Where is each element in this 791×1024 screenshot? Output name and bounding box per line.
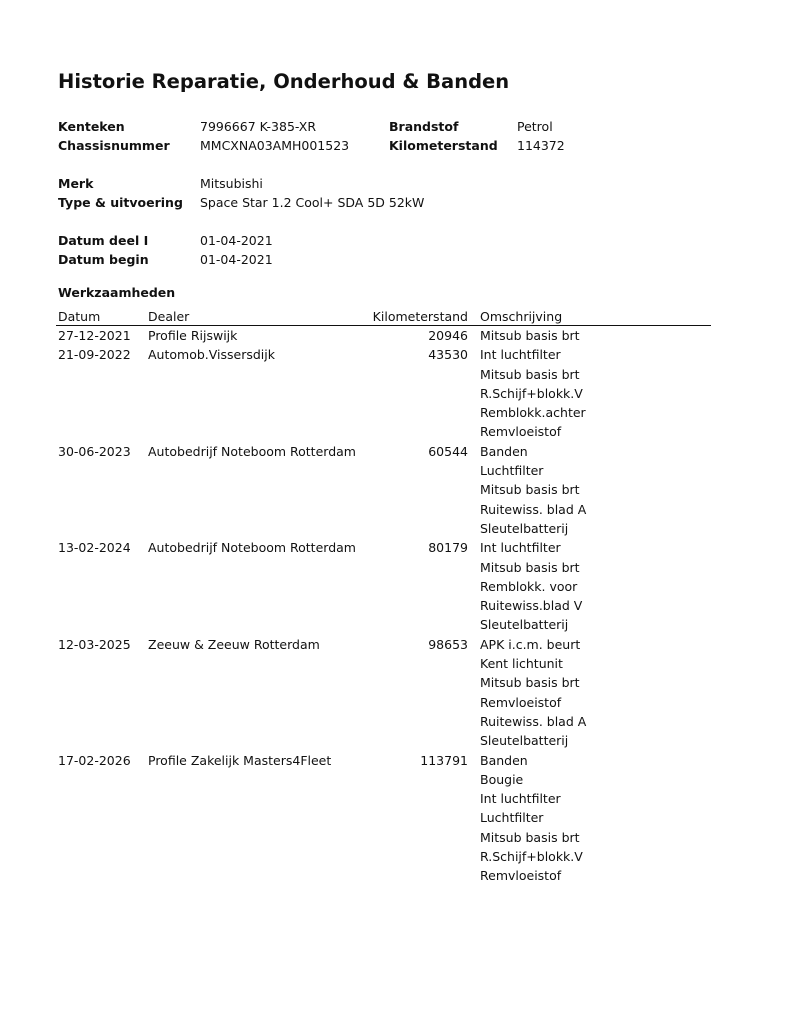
werkzaamheden-table xyxy=(56,307,711,886)
chassis-value: MMCXNA03AMH001523 xyxy=(200,138,350,154)
omschrijving-item: Remblokk.achter xyxy=(480,405,586,421)
row-omschrijving xyxy=(480,345,586,441)
vehicle-ident-block xyxy=(58,117,758,155)
info-row-chassis xyxy=(58,136,758,155)
row-dealer: Profile Zakelijk Masters4Fleet xyxy=(148,752,332,768)
omschrijving-item: Ruitewiss.blad V xyxy=(480,598,583,614)
row-kilometerstand: 43530 xyxy=(428,347,468,363)
omschrijving-item: Remblokk. voor xyxy=(480,578,578,594)
omschrijving-item: Kent lichtunit xyxy=(480,656,563,672)
merk-value: Mitsubishi xyxy=(200,176,263,191)
table-row xyxy=(56,326,711,345)
omschrijving-item: APK i.c.m. beurt xyxy=(480,636,581,652)
row-kilometerstand: 113791 xyxy=(420,752,468,768)
info-row-datum-deel xyxy=(58,231,758,250)
omschrijving-item: Luchtfilter xyxy=(480,463,544,479)
row-kilometerstand: 98653 xyxy=(428,636,468,652)
datum-deel-value: 01-04-2021 xyxy=(200,233,273,248)
omschrijving-item: Ruitewiss. blad A xyxy=(480,501,587,517)
kilometerstand-value: 114372 xyxy=(517,138,565,154)
datum-deel-label: Datum deel I xyxy=(58,233,149,248)
row-kilometerstand: 20946 xyxy=(428,328,468,343)
omschrijving-item: Mitsub basis brt xyxy=(480,482,580,498)
omschrijving-item: Banden xyxy=(480,443,528,459)
vehicle-model-block xyxy=(58,174,758,212)
datum-begin-label: Datum begin xyxy=(58,252,149,268)
brandstof-value: Petrol xyxy=(517,119,553,134)
row-omschrijving xyxy=(480,538,582,634)
header-omschrijving: Omschrijving xyxy=(480,309,563,324)
row-dealer: Autobedrijf Noteboom Rotterdam xyxy=(148,443,356,459)
omschrijving-item: Ruitewiss. blad A xyxy=(480,713,587,729)
row-omschrijving xyxy=(480,751,583,886)
brandstof-label: Brandstof xyxy=(389,119,459,134)
row-dealer: Automob.Vissersdijk xyxy=(148,347,275,363)
row-dealer: Zeeuw & Zeeuw Rotterdam xyxy=(148,636,320,652)
omschrijving-item: Remvloeistof xyxy=(480,694,562,710)
chassis-label: Chassisnummer xyxy=(58,138,170,154)
info-row-datum-begin xyxy=(58,250,758,269)
omschrijving-item: Int luchtfilter xyxy=(480,791,561,807)
omschrijving-item: Int luchtfilter xyxy=(480,347,561,363)
omschrijving-item: Sleutelbatterij xyxy=(480,520,569,536)
row-dealer: Autobedrijf Noteboom Rotterdam xyxy=(148,540,356,556)
merk-label: Merk xyxy=(58,176,94,191)
type-value: Space Star 1.2 Cool+ SDA 5D 52kW xyxy=(200,195,425,211)
omschrijving-item: Mitsub basis brt xyxy=(480,366,580,382)
kenteken-value: 7996667 K-385-XR xyxy=(200,119,317,134)
omschrijving-item: Mitsub basis brt xyxy=(480,829,580,845)
row-omschrijving xyxy=(480,442,586,538)
omschrijving-item: Remvloeistof xyxy=(480,424,562,440)
kenteken-label: Kenteken xyxy=(58,119,125,134)
row-datum: 21-09-2022 xyxy=(58,347,131,363)
type-label: Type & uitvoering xyxy=(58,195,183,211)
omschrijving-item: Mitsub basis brt xyxy=(480,675,580,691)
info-row-type xyxy=(58,193,758,212)
omschrijving-item: Mitsub basis brt xyxy=(480,559,580,575)
vehicle-dates-block xyxy=(58,231,758,269)
werkzaamheden-title: Werkzaamheden xyxy=(58,285,176,300)
kilometerstand-label: Kilometerstand xyxy=(389,138,498,154)
table-row xyxy=(56,442,711,539)
omschrijving-item: Bougie xyxy=(480,771,524,787)
omschrijving-item: R.Schijf+blokk.V xyxy=(480,385,583,401)
table-body xyxy=(56,326,711,886)
page-title: Historie Reparatie, Onderhoud & Banden xyxy=(58,70,510,93)
table-row xyxy=(56,538,711,635)
row-omschrijving xyxy=(480,326,580,345)
row-kilometerstand: 80179 xyxy=(428,540,468,556)
header-dealer: Dealer xyxy=(148,309,190,324)
table-row xyxy=(56,635,711,751)
table-row xyxy=(56,345,711,442)
row-datum: 30-06-2023 xyxy=(58,443,131,459)
info-row-merk xyxy=(58,174,758,193)
omschrijving-item: Sleutelbatterij xyxy=(480,617,569,633)
table-header xyxy=(56,307,711,326)
omschrijving-item: Remvloeistof xyxy=(480,868,562,884)
omschrijving-item: Sleutelbatterij xyxy=(480,733,569,749)
datum-begin-value: 01-04-2021 xyxy=(200,252,273,268)
row-datum: 17-02-2026 xyxy=(58,752,131,768)
row-omschrijving xyxy=(480,635,586,751)
row-kilometerstand: 60544 xyxy=(428,443,468,459)
row-datum: 27-12-2021 xyxy=(58,328,131,343)
header-datum: Datum xyxy=(58,309,101,324)
header-kilometerstand: Kilometerstand xyxy=(372,309,468,324)
table-row xyxy=(56,751,711,886)
omschrijving-item: Int luchtfilter xyxy=(480,540,561,556)
omschrijving-item: R.Schijf+blokk.V xyxy=(480,849,583,865)
omschrijving-item: Banden xyxy=(480,752,528,768)
row-datum: 13-02-2024 xyxy=(58,540,131,556)
omschrijving-item: Mitsub basis brt xyxy=(480,328,580,343)
omschrijving-item: Luchtfilter xyxy=(480,810,544,826)
row-dealer: Profile Rijswijk xyxy=(148,328,238,343)
row-datum: 12-03-2025 xyxy=(58,636,131,652)
info-row-kenteken xyxy=(58,117,758,136)
